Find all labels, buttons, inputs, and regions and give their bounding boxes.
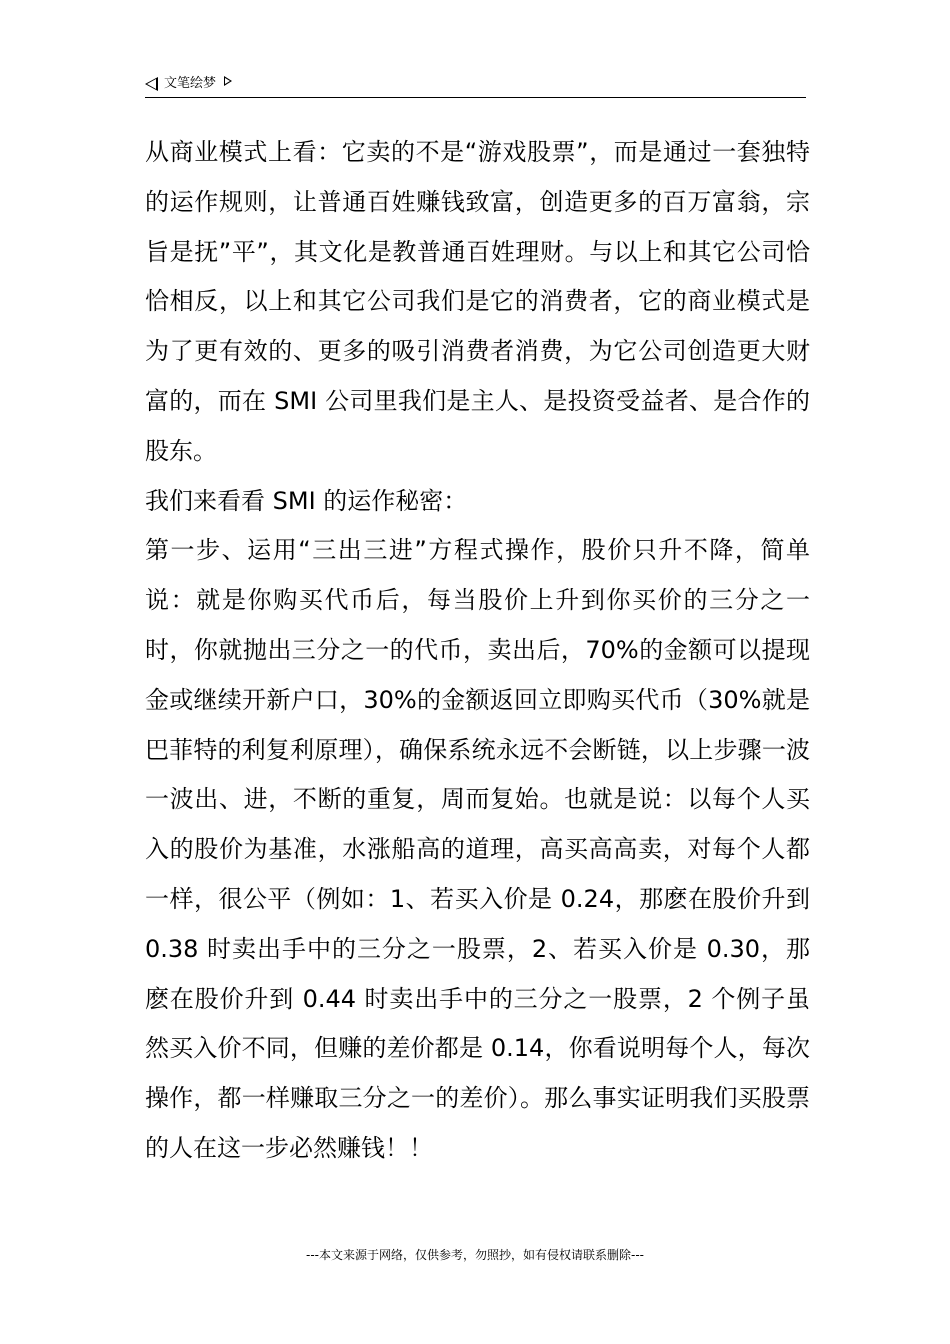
paragraph-intro: 我们来看看 SMI 的运作秘密： <box>145 486 468 515</box>
page-header <box>145 74 806 98</box>
header-title: 文笔绘梦 <box>164 76 217 91</box>
paragraph-business-model: 从商业模式上看：它卖的不是“游戏股票”，而是通过一套独特的运作规则，让普通百姓赚钱致富，创造更多的百万富翁，宗旨是抚”平”，其文化是教普通百姓理财。与以上和其它公司恰恰相反，以上和其它公司我们是它的消费者，它的商业模式是为了更有效的、更多的吸引消费者消费，为它公司创造更大财富的，而在 SMI 公司里我们是主人、是投资受益者、是合作的股东。 <box>145 138 810 465</box>
triangle-right-icon <box>224 76 232 86</box>
page-footer: ---本文来源于网络，仅供参考，勿照抄，如有侵权请联系删除--- <box>306 1248 644 1262</box>
paragraph-step-one: 第一步、运用“三出三进”方程式操作，股价只升不降，简单说：就是你购买代币后，每当股价上升到你买价的三分之一时，你就抛出三分之一的代币，卖出后，70%的金额可以提现金或继续开新户口，30%的金额返回立即购买代币（30%就是巴菲特的利复利原理），确保系统永远不会断链，以上步骤一波一波出、进，不断的重复，周而复始。也就是说：以每个人买入的股价为基准，水涨船高的道理，高买高高卖，对每个人都一样，很公平（例如：1、若买入价是 0.24，那麽在股价升到 0.38 时卖出手中的三分之一股票，2、若买入价是 0.30，那麽在股价升到 0.44 时卖出手中的三分之一股票，2 个例子虽然买入价不同，但赚的差价都是 0.14，你看说明每个人，每次操作，都一样赚取三分之一的差价）。那么事实证明我们买股票的人在这一步必然赚钱！！ <box>145 536 810 1162</box>
triangle-left-icon <box>145 77 158 91</box>
document-body <box>145 128 810 1174</box>
